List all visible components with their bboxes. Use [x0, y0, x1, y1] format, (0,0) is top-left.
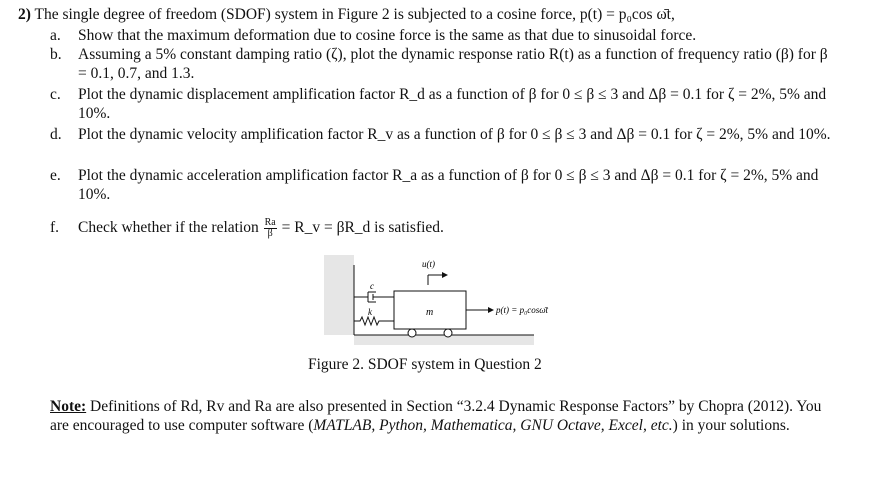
question-number: 2) [18, 6, 31, 23]
note-text-1: Definitions of Rd, Rv and Ra are also presented in Section “3.2.4 Dynamic Response Factors” by Chopra (2012). You are encouraged to use computer software ( [50, 398, 822, 434]
note-paragraph [50, 397, 840, 435]
item-letter: b. [50, 46, 62, 63]
item-d [50, 125, 838, 144]
note-label: Note: [50, 398, 87, 415]
item-f [50, 217, 838, 239]
wheel-right [444, 329, 452, 337]
label-k: k [368, 307, 372, 317]
item-letter: a. [50, 27, 61, 44]
label-m: m [426, 307, 434, 318]
item-text: Show that the maximum deformation due to cosine force is the same as that due to sinusoidal force. [78, 27, 697, 44]
spring [354, 317, 394, 325]
item-c [50, 85, 838, 123]
wall-shade [324, 255, 354, 335]
item-text: Assuming a 5% constant damping ratio (ζ), plot the dynamic response ratio R(t) as a function of frequency ratio (β) for β = 0.1, 0.7, and 1.3. [78, 46, 828, 82]
item-text: Plot the dynamic velocity amplification factor R_v as a function of β for 0 ≤ β ≤ 3 and Δβ = 0.1 for ζ = 2%, 5% and 10%. [78, 126, 831, 143]
fraction-numerator: Ra [264, 217, 276, 228]
label-u: u(t) [422, 259, 435, 269]
ground-shade [354, 335, 534, 345]
item-b [50, 45, 838, 83]
item-letter: d. [50, 126, 62, 143]
item-text [78, 218, 838, 239]
item-letter: e. [50, 167, 61, 184]
label-c: c [370, 281, 374, 291]
note-software: MATLAB, Python, Mathematica, GNU Octave, Excel, etc. [313, 417, 673, 434]
u-arrow-head [442, 272, 448, 278]
item-letter: f. [50, 219, 60, 236]
force-arrow-head [488, 307, 494, 313]
item-text: Plot the dynamic displacement amplification factor R_d as a function of β for 0 ≤ β ≤ 3 and Δβ = 0.1 for ζ = 2%, 5% and 10%. [78, 86, 827, 122]
fraction-denominator: β [267, 228, 273, 239]
item-e [50, 166, 838, 204]
item-f-text-after: = R_v = βR_d is satisfied. [281, 219, 444, 237]
item-f-text-before: Check whether if the relation [78, 219, 259, 237]
item-letter: c. [50, 86, 61, 103]
sdof-figure [324, 255, 564, 345]
wheel-left [408, 329, 416, 337]
question-intro: The single degree of freedom (SDOF) system in Figure 2 is subjected to a cosine force, p(t) = p₀cos ω̄t, [34, 6, 675, 23]
label-force: p(t) = p₀cosω̄t [496, 305, 549, 315]
item-text: Plot the dynamic acceleration amplification factor R_a as a function of β for 0 ≤ β ≤ 3 and Δβ = 0.1 for ζ = 2%, 5% and 10%. [78, 167, 819, 203]
note-text-2: ) in your solutions. [672, 417, 790, 434]
figure-caption: Figure 2. SDOF system in Question 2 [308, 356, 542, 373]
relation-fraction [264, 218, 277, 239]
question-heading [18, 6, 675, 24]
item-a [50, 26, 838, 45]
